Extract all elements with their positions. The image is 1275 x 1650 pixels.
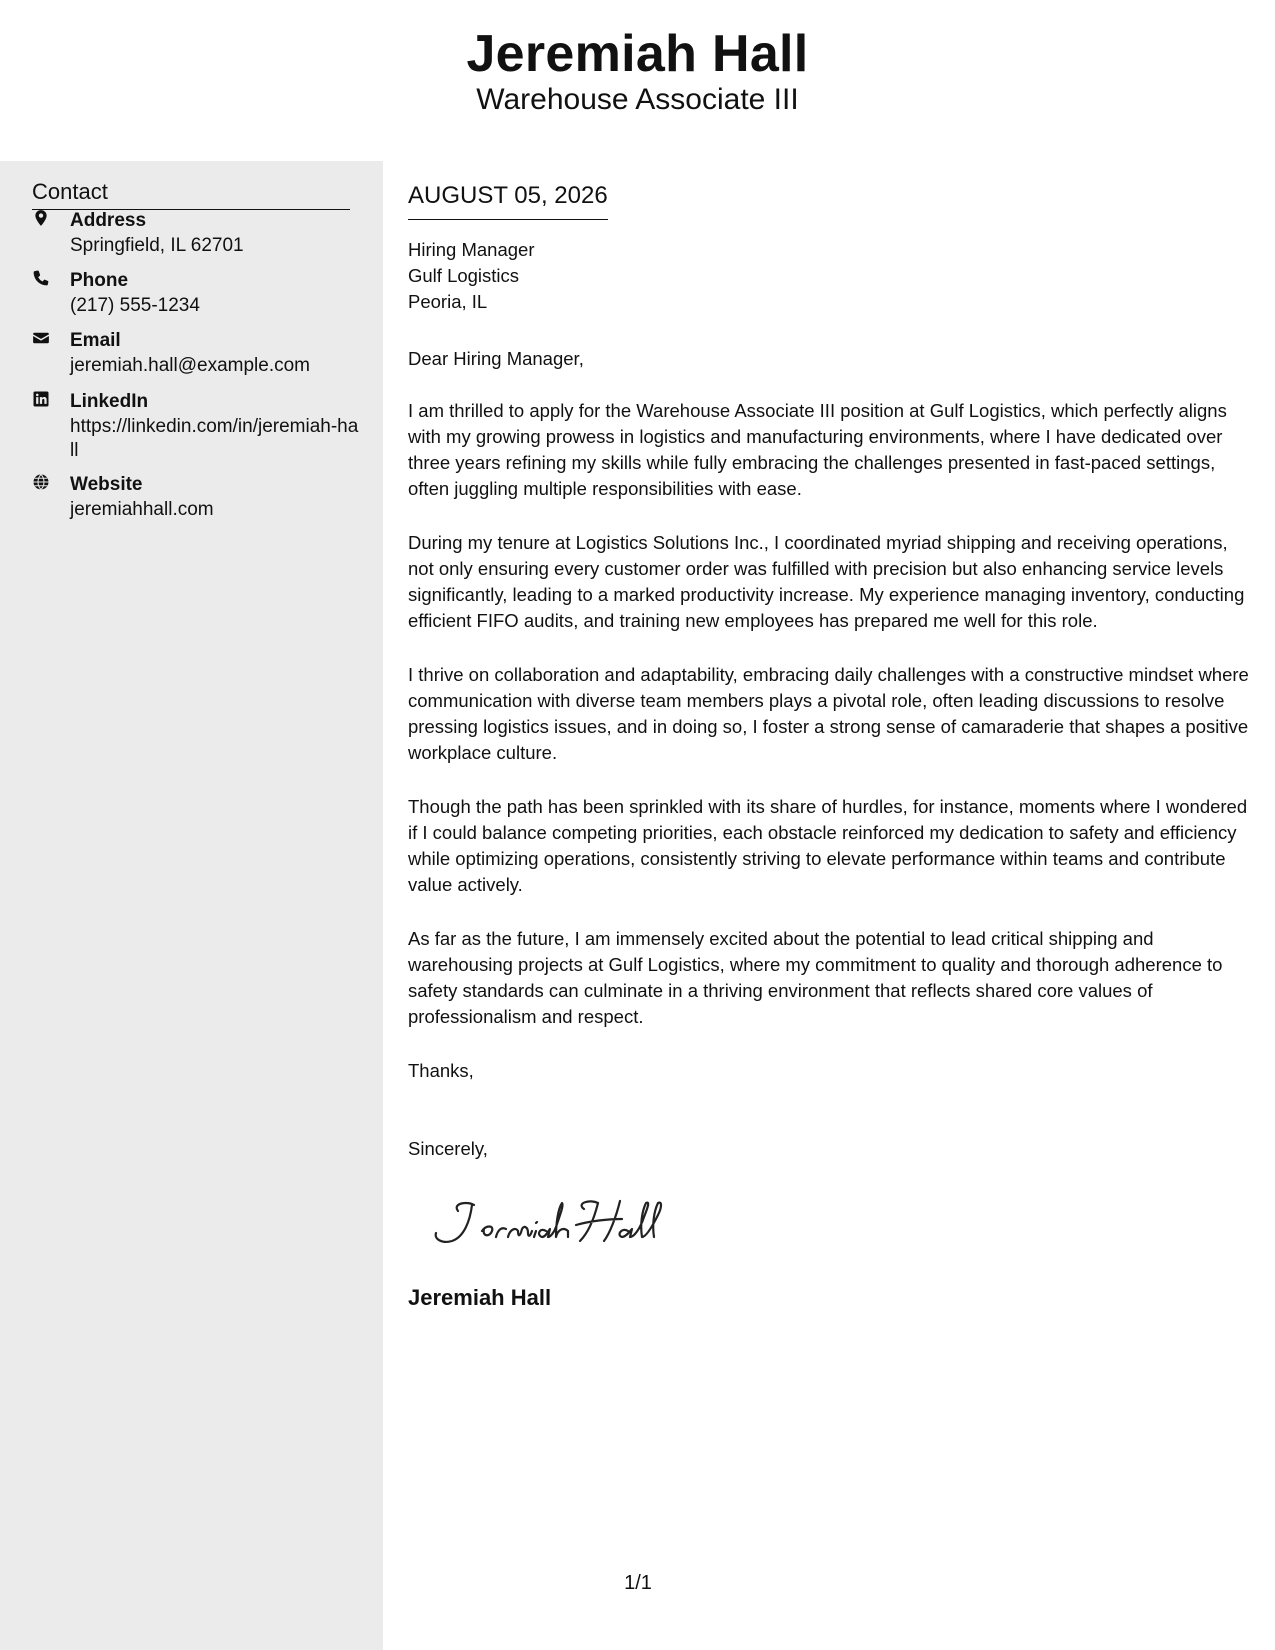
linkedin-icon	[32, 390, 54, 412]
contact-sidebar	[0, 161, 383, 1650]
letter-date: AUGUST 05, 2026	[408, 179, 608, 220]
contact-label: Website	[70, 474, 143, 495]
contact-label: Address	[70, 210, 147, 231]
contact-value: (217) 555-1234	[70, 295, 200, 316]
contact-value: https://linkedin.com/in/jeremiah-hall	[70, 416, 359, 461]
recipient-line: Hiring Manager	[408, 239, 535, 260]
sign-off: Sincerely,	[408, 1138, 488, 1159]
page-number: 1/1	[624, 1572, 652, 1594]
globe-icon	[32, 473, 54, 495]
thanks-line: Thanks,	[408, 1060, 474, 1081]
envelope-icon	[32, 329, 54, 351]
phone-icon	[32, 269, 54, 291]
body-paragraph: I am thrilled to apply for the Warehouse Associate III position at Gulf Logistics, which perfectly aligns with my growing prowess in logistics and manufacturing environments, where I have dedicated over three years refining my skills while fully embracing the challenges presented in fast-paced settings, often juggling multiple responsibilities with ease.	[408, 400, 1227, 499]
contact-value: jeremiah.hall@example.com	[70, 355, 310, 376]
recipient-line: Peoria, IL	[408, 291, 488, 312]
body-paragraph: Though the path has been sprinkled with its share of hurdles, for instance, moments where I wondered if I could balance competing priorities, each obstacle reinforced my dedication to safety and efficiency while optimizing operations, consistently striving to elevate performance within teams and contribute value actively.	[408, 796, 1248, 895]
greeting: Dear Hiring Manager,	[408, 348, 584, 369]
body-paragraph: As far as the future, I am immensely excited about the potential to lead critical shipping and warehousing projects at Gulf Logistics, where my commitment to quality and thorough adherence to safety standards can culminate in a thriving environment that reflects shared core values of professionalism and respect.	[408, 928, 1223, 1027]
recipient-line: Gulf Logistics	[408, 265, 520, 286]
body-paragraph: I thrive on collaboration and adaptability, embracing daily challenges with a constructive mindset where communication with diverse team members plays a pivotal role, often leading discussions to resolve pressing logistics issues, and in doing so, I foster a strong sense of camaraderie that shapes a positive workplace culture.	[408, 664, 1249, 763]
contact-label: Phone	[70, 270, 129, 291]
letter-header	[0, 0, 1275, 160]
job-title: Warehouse Associate III	[476, 83, 799, 116]
map-pin-icon	[32, 209, 54, 231]
handwritten-signature	[422, 1189, 682, 1259]
contact-value: jeremiahhall.com	[70, 499, 214, 520]
contact-heading: Contact	[32, 175, 350, 210]
contact-value: Springfield, IL 62701	[70, 235, 244, 256]
contact-label: LinkedIn	[70, 391, 149, 412]
body-paragraph: During my tenure at Logistics Solutions Inc., I coordinated myriad shipping and receiving operations, not only ensuring every customer order was fulfilled with precision but also enhancing service levels significantly, leading to a marked productivity increase. My experience managing inventory, conducting efficient FIFO audits, and training new employees has prepared me well for this role.	[408, 532, 1245, 631]
applicant-name: Jeremiah Hall	[466, 25, 809, 83]
signer-name: Jeremiah Hall	[408, 1285, 552, 1310]
contact-label: Email	[70, 330, 121, 351]
recipient-block	[408, 237, 534, 315]
